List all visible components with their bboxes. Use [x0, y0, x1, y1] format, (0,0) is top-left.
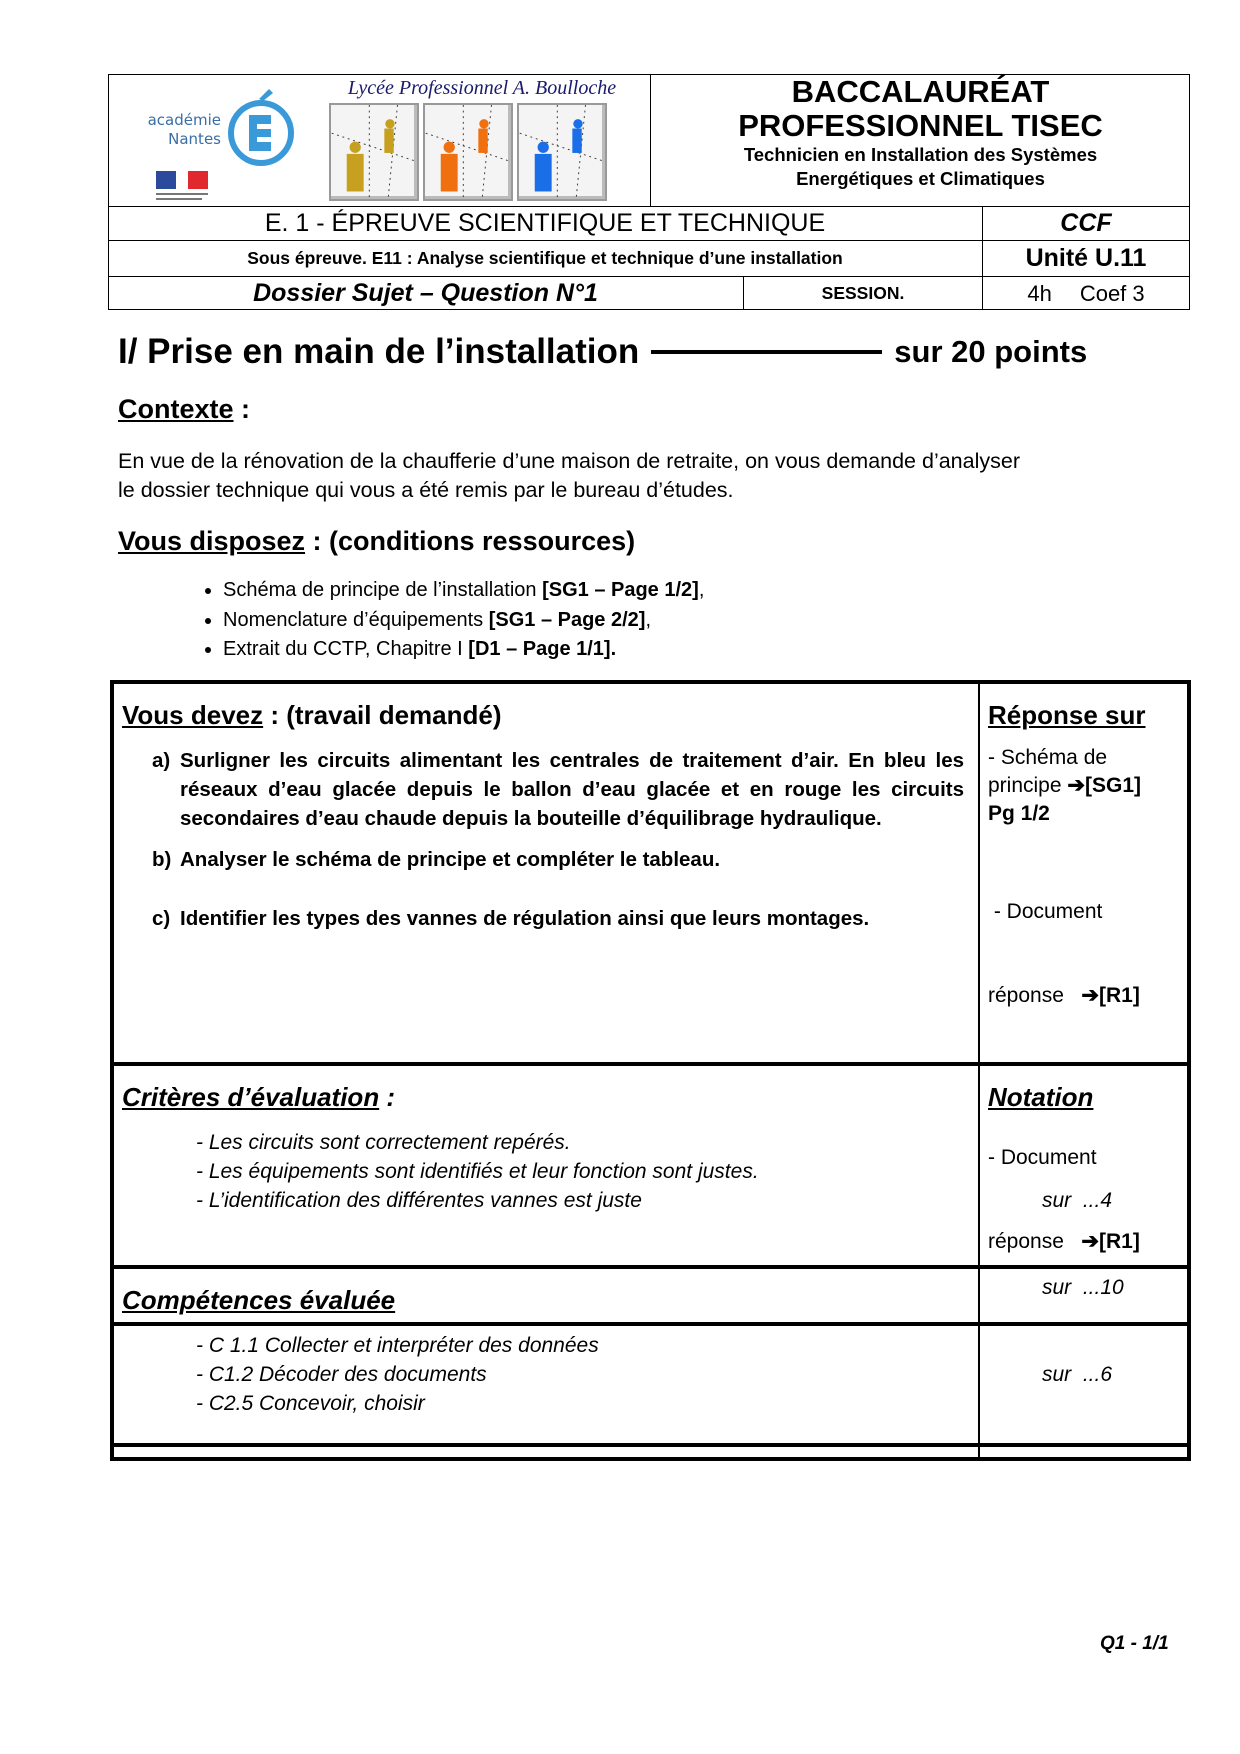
contexte-line: le dossier technique qui vous a été remis par le bureau d’études. — [118, 478, 734, 502]
contexte-line: En vue de la rénovation de la chaufferie d’une maison de retraite, on vous demande d’analyser — [118, 449, 1020, 473]
contexte-heading: Contexte : — [118, 394, 251, 424]
competences-list — [196, 1331, 1173, 1418]
exam-title-line2: PROFESSIONNEL TISEC — [738, 108, 1103, 143]
competences-box — [110, 1265, 1191, 1447]
task-c: c) Identifier les types des vannes de régulation ainsi que leurs montages. — [152, 907, 870, 930]
tasks-list — [152, 746, 964, 933]
academie-nantes-logo — [129, 85, 299, 175]
criteria-item: - Les circuits sont correctement repérés. — [196, 1131, 571, 1154]
arrow-right-icon: ➔ — [1081, 1230, 1100, 1253]
resource-item: • Nomenclature d’équipements [SG1 – Page 2/2], — [223, 606, 704, 636]
competences-heading: Compétences évaluée — [122, 1285, 396, 1315]
exam-title-block — [652, 75, 1189, 205]
task-b: b) Analyser le schéma de principe et compléter le tableau. — [152, 848, 721, 871]
school-picture-1 — [329, 103, 419, 201]
response-3: - Document réponse ➔[R1] — [988, 1146, 1140, 1253]
section-points: sur 20 points — [894, 334, 1088, 369]
notation-item: sur ...10 — [1042, 1276, 1124, 1299]
page-number: Q1 - 1/1 — [1100, 1633, 1169, 1654]
school-name: Lycée Professionnel A. Boulloche — [347, 77, 617, 99]
competence-item: - C1.2 Décoder des documents — [196, 1363, 487, 1386]
resource-item: • Extrait du CCTP, Chapitre I [D1 – Page 1/1]. — [223, 635, 704, 665]
republique-francaise-logo — [156, 171, 208, 203]
academie-e-icon — [225, 85, 297, 167]
header-table — [108, 74, 1190, 310]
arrow-right-icon: ➔ — [1067, 774, 1085, 797]
disposez-heading: Vous disposez : (conditions ressources) — [118, 526, 636, 556]
exam-subtitle-line1: Technicien en Installation des Systèmes — [743, 144, 1098, 165]
devez-heading: Vous devez : (travail demandé) — [122, 700, 502, 730]
duration-coef — [984, 277, 1188, 310]
school-picture-2 — [423, 103, 513, 201]
response-2: - Document réponse ➔[R1] — [988, 900, 1140, 1007]
contexte-text — [118, 447, 1190, 505]
resources-list — [190, 576, 704, 665]
criteria-list — [196, 1128, 964, 1215]
academy-logo-line2: Nantes — [168, 130, 221, 148]
unite-label: Unité U.11 — [1025, 244, 1147, 272]
criteria-heading: Critères d’évaluation : — [122, 1082, 396, 1112]
task-a: a) Surligner les circuits alimentant les centrales de traitement d’air. En bleu les réseaux d’eau glacée depuis le ballon d’eau glacée et en rouge les circuits secondaires d’eau chaude depuis la bouteille d’équilibrage hydraulique. — [152, 749, 964, 830]
header-divider — [650, 75, 651, 206]
competence-item: - C2.5 Concevoir, choisir — [196, 1392, 425, 1415]
epreuve-title: E. 1 - ÉPREUVE SCIENTIFIQUE ET TECHNIQUE — [264, 209, 826, 237]
school-picture-3 — [517, 103, 607, 201]
resource-item: • Schéma de principe de l’installation [SG1 – Page 1/2], — [223, 576, 704, 606]
response-heading: Réponse sur — [988, 700, 1146, 730]
title-rule — [651, 350, 882, 354]
notation-item: sur ...6 — [1042, 1363, 1113, 1386]
notation-item: sur ...4 — [1042, 1189, 1113, 1212]
exam-title-line1: BACCALAURÉAT — [791, 75, 1050, 109]
section-title: I/ Prise en main de l’installation — [118, 332, 640, 371]
ccf-label: CCF — [1060, 209, 1112, 237]
dossier-label: Dossier Sujet – Question N°1 — [253, 279, 598, 307]
section-title-row — [118, 330, 1190, 374]
criteria-item: - Les équipements sont identifiés et leur fonction sont justes. — [196, 1160, 759, 1183]
competence-item: - C 1.1 Collecter et interpréter des données — [196, 1334, 599, 1357]
logos-area — [109, 75, 650, 205]
academy-logo-line1: académie — [147, 111, 221, 129]
exam-subtitle-line2: Energétiques et Climatiques — [796, 168, 1045, 189]
session-label: SESSION. — [821, 283, 905, 303]
coef-value: Coef 3 — [1079, 280, 1145, 306]
duree-value: 4h — [1027, 280, 1052, 306]
response-1: - Schéma de principe ➔[SG1] Pg 1/2 — [988, 746, 1142, 825]
criteria-item: - L’identification des différentes vannes est juste — [196, 1189, 642, 1212]
arrow-right-icon: ➔ — [1081, 984, 1100, 1007]
sous-epreuve: Sous épreuve. E11 : Analyse scientifique et technique d’une installation — [247, 248, 843, 268]
notation-heading: Notation — [988, 1082, 1094, 1112]
